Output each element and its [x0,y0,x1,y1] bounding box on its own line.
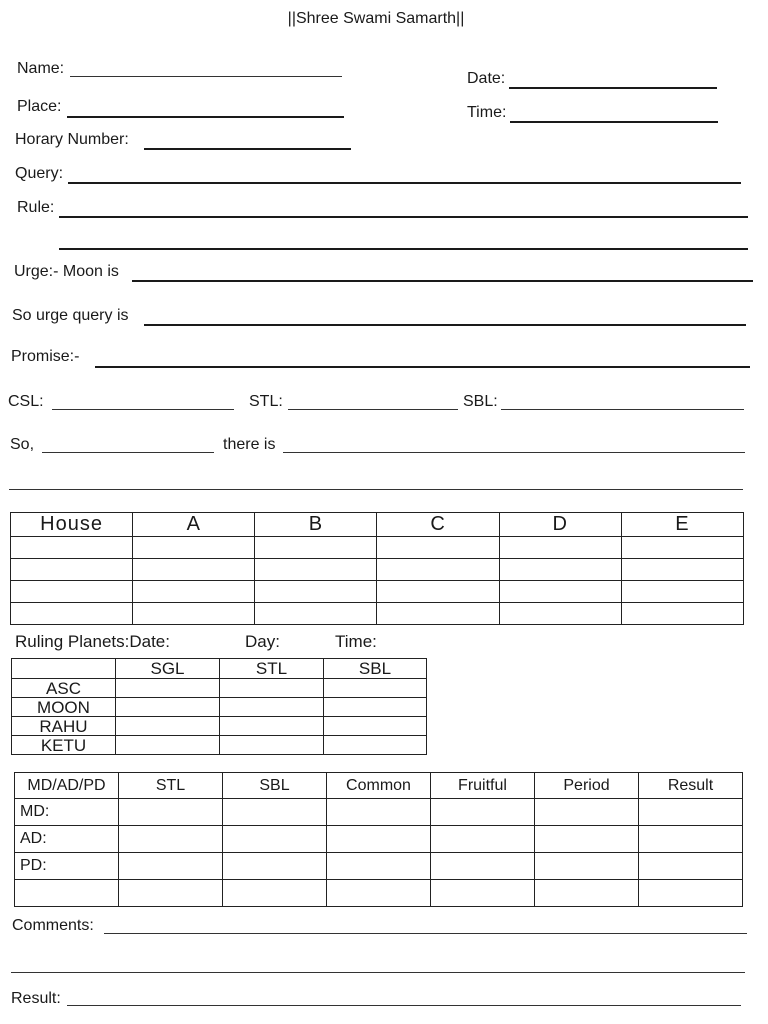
rule-field[interactable] [59,216,748,218]
there-is-field[interactable] [283,452,745,453]
table-cell[interactable] [621,537,743,559]
table-cell[interactable] [327,826,431,853]
so-field[interactable] [42,452,214,453]
place-label: Place: [17,98,62,115]
table-cell[interactable] [621,603,743,625]
result-field[interactable] [67,1005,741,1006]
table-cell[interactable] [255,559,377,581]
urge-field[interactable] [132,280,753,282]
sbl-header: SBL [223,773,327,799]
date-label: Date: [467,70,506,87]
table-cell[interactable] [639,799,743,826]
table-cell[interactable] [11,537,133,559]
period-header: Period [535,773,639,799]
table-cell[interactable] [639,880,743,907]
table-cell[interactable] [220,679,324,698]
table-cell[interactable] [116,736,220,755]
table-row [15,853,743,880]
house-table [10,512,744,625]
urge-label: Urge:- Moon is [14,263,119,280]
result-header: Result [639,773,743,799]
row-label-rahu: RAHU [12,717,116,736]
table-cell[interactable] [11,559,133,581]
table-cell[interactable] [223,853,327,880]
sgl-header: SGL [116,659,220,679]
sbl-field[interactable] [501,409,744,410]
house-b-header: B [255,513,377,537]
row-label-moon: MOON [12,698,116,717]
table-cell[interactable] [116,717,220,736]
table-cell[interactable] [431,826,535,853]
table-cell[interactable] [255,537,377,559]
dasha-header-row [15,773,743,799]
table-cell[interactable] [621,581,743,603]
table-cell[interactable] [220,698,324,717]
table-cell[interactable] [133,537,255,559]
table-cell[interactable] [133,581,255,603]
table-cell[interactable] [223,880,327,907]
table-row [11,603,744,625]
table-cell[interactable] [11,603,133,625]
csl-field[interactable] [52,409,234,410]
row-label-pd: PD: [15,853,119,880]
promise-label: Promise:- [11,348,80,365]
table-cell[interactable] [499,559,621,581]
table-cell[interactable] [377,581,499,603]
table-cell[interactable] [116,679,220,698]
table-cell[interactable] [377,537,499,559]
horary-number-field[interactable] [144,148,351,150]
stl-field[interactable] [288,409,458,410]
ruling-planets-label: Ruling Planets:Date: [15,632,170,651]
place-field[interactable] [67,116,344,118]
table-cell[interactable] [431,799,535,826]
table-cell[interactable] [324,736,427,755]
table-cell[interactable] [327,880,431,907]
table-cell[interactable] [116,698,220,717]
table-row [12,717,427,736]
table-cell[interactable] [535,799,639,826]
table-cell[interactable] [133,603,255,625]
table-cell[interactable] [223,826,327,853]
table-row [11,581,744,603]
rule-field-line-2[interactable] [59,248,748,250]
ruling-planets-corner [12,659,116,679]
row-label-md: MD: [15,799,119,826]
table-cell[interactable] [11,581,133,603]
promise-field[interactable] [95,366,750,368]
sbl-label: SBL: [463,393,498,410]
stl-header: STL [220,659,324,679]
there-is-label: there is [223,436,276,453]
table-cell[interactable] [535,853,639,880]
horary-number-label: Horary Number: [15,131,129,148]
table-cell[interactable] [255,581,377,603]
table-cell[interactable] [255,603,377,625]
house-table-header-row [11,513,744,537]
so-label: So, [10,436,35,453]
house-a-header: A [133,513,255,537]
table-cell[interactable] [220,717,324,736]
table-cell[interactable] [431,880,535,907]
stl-header: STL [119,773,223,799]
table-cell[interactable] [535,880,639,907]
table-row [15,799,743,826]
table-cell[interactable] [119,799,223,826]
ruling-planets-header-row [12,659,427,679]
ruling-planets-table [11,658,427,755]
house-c-header: C [377,513,499,537]
time-field[interactable] [510,121,718,123]
time-label: Time: [467,104,507,121]
so-continuation-line[interactable] [9,489,743,490]
table-cell[interactable] [220,736,324,755]
ruling-planets-day-label: Day: [245,632,280,651]
query-field[interactable] [68,182,741,184]
table-cell[interactable] [119,826,223,853]
row-label-blank [15,880,119,907]
comments-label: Comments: [12,917,94,934]
table-cell[interactable] [327,853,431,880]
table-cell[interactable] [535,826,639,853]
table-cell[interactable] [133,559,255,581]
table-cell[interactable] [499,581,621,603]
table-row [15,826,743,853]
table-cell[interactable] [431,853,535,880]
page-title: ||Shree Swami Samarth|| [287,10,465,27]
common-header: Common [327,773,431,799]
name-label: Name: [17,60,65,77]
date-field[interactable] [509,87,717,89]
dasha-table [14,772,743,907]
md-ad-pd-header: MD/AD/PD [15,773,119,799]
table-row [11,537,744,559]
table-cell[interactable] [499,537,621,559]
table-cell[interactable] [639,826,743,853]
table-cell[interactable] [327,799,431,826]
stl-label: STL: [249,393,283,410]
csl-label: CSL: [8,393,44,410]
comments-continuation-line[interactable] [11,972,745,973]
result-label: Result: [11,990,61,1007]
comments-field[interactable] [104,933,747,934]
table-cell[interactable] [119,853,223,880]
table-row [12,679,427,698]
table-cell[interactable] [324,679,427,698]
so-urge-label: So urge query is [12,307,129,324]
table-row [12,736,427,755]
fruitful-header: Fruitful [431,773,535,799]
table-cell[interactable] [499,603,621,625]
row-label-ketu: KETU [12,736,116,755]
house-e-header: E [621,513,743,537]
table-cell[interactable] [324,698,427,717]
table-cell[interactable] [639,853,743,880]
house-header: House [11,513,133,537]
table-cell[interactable] [324,717,427,736]
table-cell[interactable] [119,880,223,907]
table-cell[interactable] [377,559,499,581]
sbl-header: SBL [324,659,427,679]
name-field[interactable] [70,76,342,77]
table-row [11,559,744,581]
so-urge-field[interactable] [144,324,746,326]
table-cell[interactable] [621,559,743,581]
table-cell[interactable] [223,799,327,826]
rule-label: Rule: [17,199,55,216]
query-label: Query: [15,165,64,182]
table-row [12,698,427,717]
ruling-planets-time-label: Time: [335,632,377,651]
house-d-header: D [499,513,621,537]
row-label-ad: AD: [15,826,119,853]
table-row [15,880,743,907]
row-label-asc: ASC [12,679,116,698]
table-cell[interactable] [377,603,499,625]
